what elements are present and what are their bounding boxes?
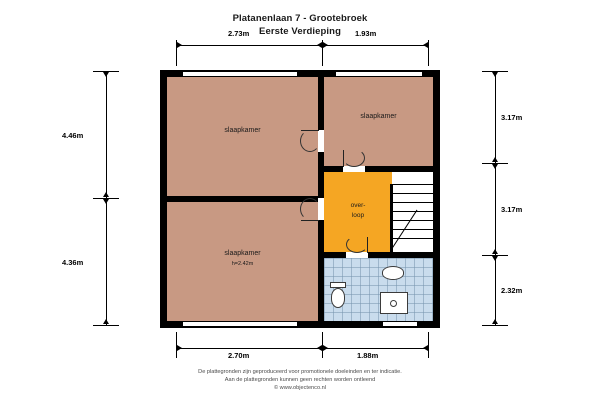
dim-top-arrow-2-right bbox=[423, 42, 428, 48]
dim-bottom-line-1 bbox=[176, 348, 322, 349]
room-bathroom bbox=[324, 258, 433, 321]
dim-bottom-tick-right bbox=[428, 332, 429, 358]
dim-right-label-3: 2.32m bbox=[501, 286, 523, 295]
dim-right-arrow-1-top bbox=[492, 72, 498, 77]
room-height-bedroom-left-bottom: h=2.42m bbox=[231, 261, 254, 267]
footer-disclaimer-line2: Aan de plattegronden kunnen geen rechten worden ontleend bbox=[224, 377, 376, 383]
room-label-landing-line2: loop bbox=[351, 212, 365, 219]
dim-top-arrow-1-left bbox=[177, 42, 182, 48]
dim-top-arrow-2-left bbox=[323, 42, 328, 48]
footer-copyright: © www.objectenco.nl bbox=[273, 385, 326, 391]
door-arc-bedroom-left-bottom bbox=[300, 198, 320, 220]
interior-wall-bedroom-right-bottom bbox=[324, 166, 433, 172]
stair-step bbox=[392, 229, 433, 230]
window-top-left bbox=[182, 71, 298, 77]
dim-left-arrow-2-top bbox=[103, 199, 109, 204]
dim-top-line-1 bbox=[176, 45, 322, 46]
page-title: Platanenlaan 7 - Grootebroek bbox=[232, 13, 368, 24]
window-bottom-right bbox=[382, 321, 418, 327]
room-bedroom-left-top bbox=[167, 77, 318, 196]
stair-step bbox=[392, 184, 433, 185]
dim-right-line-2 bbox=[495, 163, 496, 255]
dim-bottom-arrow-2-right bbox=[423, 345, 428, 351]
stair-step bbox=[392, 193, 433, 194]
dim-left-arrow-1-bottom bbox=[103, 192, 109, 197]
dim-left-label-2: 4.36m bbox=[62, 258, 84, 267]
dim-right-label-1: 3.17m bbox=[501, 113, 523, 122]
door-arc-bedroom-left-top bbox=[300, 130, 320, 152]
dim-right-line-3 bbox=[495, 255, 496, 325]
dim-right-arrow-3-top bbox=[492, 256, 498, 261]
dim-left-tick-bottom bbox=[93, 325, 119, 326]
room-label-landing-line1: over- bbox=[350, 202, 366, 209]
shower-drain-icon bbox=[390, 300, 397, 307]
dim-bottom-label-1: 2.70m bbox=[228, 351, 250, 360]
dim-left-arrow-1-top bbox=[103, 72, 109, 77]
interior-wall-bathroom-top bbox=[324, 252, 433, 258]
window-bottom-left bbox=[182, 321, 298, 327]
interior-wall-horizontal-left bbox=[167, 196, 318, 202]
room-label-bedroom-left-bottom: slaapkamer bbox=[224, 250, 261, 257]
dim-top-line-2 bbox=[322, 45, 428, 46]
dim-left-label-1: 4.46m bbox=[62, 131, 84, 140]
staircase bbox=[392, 172, 433, 252]
dim-right-arrow-2-top bbox=[492, 164, 498, 169]
window-top-right bbox=[335, 71, 423, 77]
dim-bottom-line-2 bbox=[322, 348, 428, 349]
dim-top-label-1: 2.73m bbox=[228, 29, 250, 38]
stair-step bbox=[392, 211, 433, 212]
footer-disclaimer-line1: De plattegronden zijn geproduceerd voor promotionele doeleinden en ter indicatie. bbox=[198, 369, 402, 375]
dim-right-label-2: 3.17m bbox=[501, 205, 523, 214]
door-arc-bathroom bbox=[346, 236, 368, 253]
room-label-bedroom-left-top: slaapkamer bbox=[224, 127, 261, 134]
room-bedroom-left-bottom bbox=[167, 202, 318, 321]
dim-bottom-label-2: 1.88m bbox=[357, 351, 379, 360]
dim-top-label-2: 1.93m bbox=[355, 29, 377, 38]
dim-left-line-2 bbox=[106, 198, 107, 325]
room-bedroom-right-top bbox=[324, 77, 433, 166]
dim-right-arrow-1-bottom bbox=[492, 157, 498, 162]
page-subtitle: Eerste Verdieping bbox=[259, 26, 341, 37]
interior-wall-stair-side bbox=[390, 184, 393, 252]
dim-left-arrow-2-bottom bbox=[103, 319, 109, 324]
dim-bottom-arrow-1-left bbox=[177, 345, 182, 351]
room-label-bedroom-right-top: slaapkamer bbox=[360, 113, 397, 120]
dim-left-line-1 bbox=[106, 71, 107, 198]
stair-step bbox=[392, 220, 433, 221]
dim-right-arrow-3-bottom bbox=[492, 319, 498, 324]
stair-step bbox=[392, 202, 433, 203]
door-arc-bedroom-right bbox=[343, 149, 365, 167]
dim-bottom-arrow-2-left bbox=[323, 345, 328, 351]
door-leaf-bedroom-left-bottom bbox=[301, 220, 319, 221]
floor-plan bbox=[160, 70, 440, 328]
dim-right-tick-4 bbox=[482, 325, 508, 326]
dim-right-arrow-2-bottom bbox=[492, 249, 498, 254]
toilet-fixture bbox=[331, 288, 345, 308]
sink-fixture bbox=[382, 266, 404, 280]
dim-right-line-1 bbox=[495, 71, 496, 163]
dim-top-tick-right bbox=[428, 40, 429, 66]
toilet-cistern bbox=[330, 282, 346, 288]
